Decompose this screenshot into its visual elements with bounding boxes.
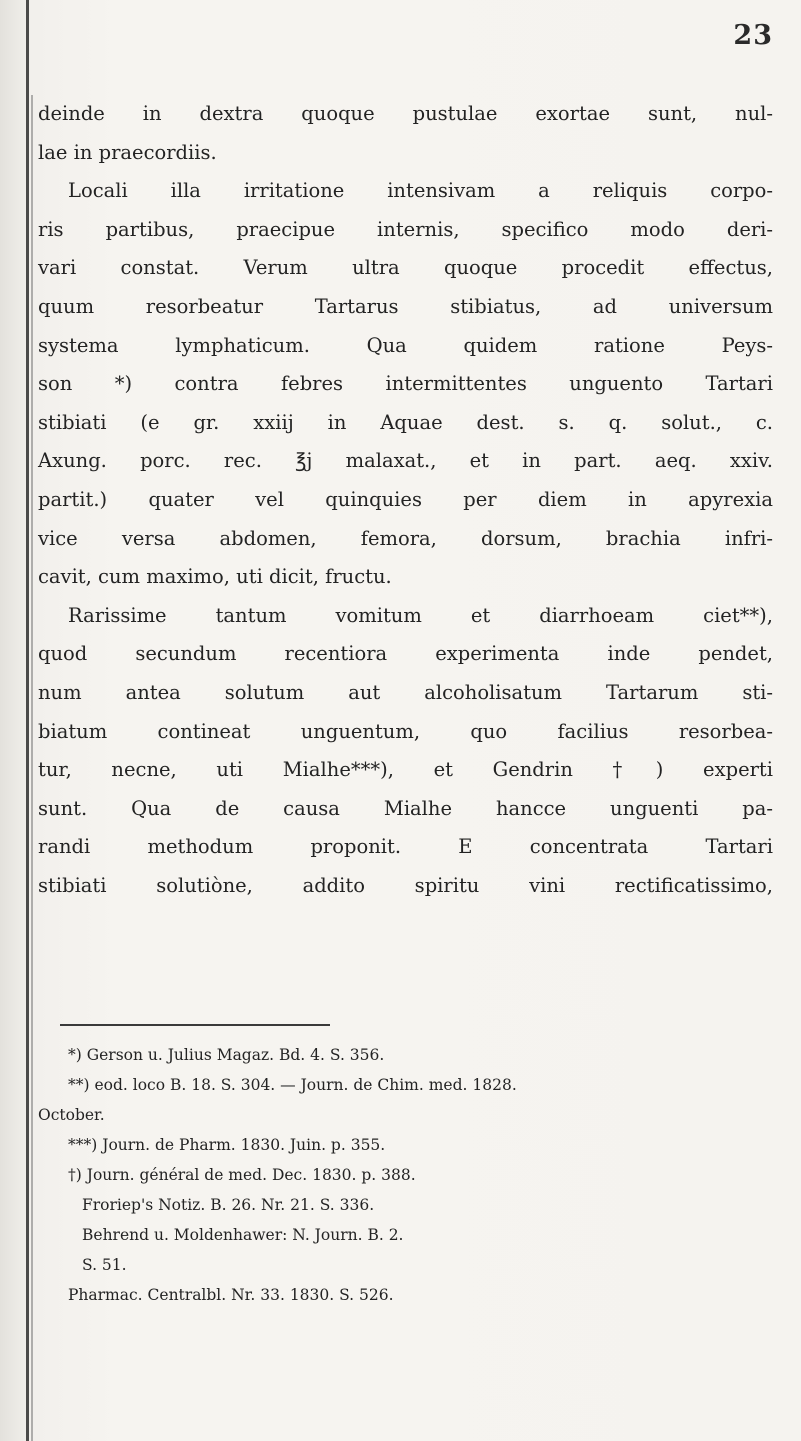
text-line: randi methodum proponit. E concentrata Tartari: [38, 835, 773, 859]
footnote-line: **) eod. loco B. 18. S. 304. — Journ. de Chim. med. 1828.: [68, 1076, 517, 1094]
text-line: Locali illa irritatione intensivam a reliquis corpo-: [68, 179, 773, 203]
text-line: lae in praecordiis.: [38, 140, 217, 164]
text-line: vice versa abdomen, femora, dorsum, brachia infri-: [38, 526, 773, 550]
text-line: systema lymphaticum. Qua quidem ratione Peys-: [38, 333, 773, 357]
footnote-line: Behrend u. Moldenhawer: N. Journ. B. 2.: [82, 1226, 404, 1244]
footnotes: [38, 1040, 773, 1310]
page-number: 23: [733, 20, 773, 51]
main-text: [38, 95, 773, 905]
text-line: quod secundum recentiora experimenta inde pendet,: [38, 642, 773, 666]
text-line: Axung. porc. rec. ℥j malaxat., et in part. aeq. xxiv.: [38, 449, 773, 473]
text-line: biatum contineat unguentum, quo facilius resorbea-: [38, 719, 773, 743]
footnote-line: October.: [38, 1106, 105, 1124]
text-line: sunt. Qua de causa Mialhe hancce unguenti pa-: [38, 796, 773, 820]
text-line: deinde in dextra quoque pustulae exortae sunt, nul-: [38, 102, 773, 125]
text-line: son *) contra febres intermittentes unguento Tartari: [38, 372, 773, 396]
text-line: num antea solutum aut alcoholisatum Tartarum sti-: [38, 680, 773, 704]
binding-edge: [26, 0, 29, 1441]
footnote-line: S. 51.: [82, 1256, 127, 1274]
binding-shadow: [31, 95, 33, 1441]
footnote-divider: [60, 1024, 330, 1026]
text-line: vari constat. Verum ultra quoque procedit effectus,: [38, 256, 773, 280]
footnote-line: Froriep's Notiz. B. 26. Nr. 21. S. 336.: [82, 1196, 375, 1214]
text-line: ris partibus, praecipue internis, specifico modo deri-: [38, 217, 773, 241]
text-line: cavit, cum maximo, uti dicit, fructu.: [38, 565, 392, 589]
text-line: partit.) quater vel quinquies per diem in apyrexia: [38, 487, 773, 511]
footnote-line: Pharmac. Centralbl. Nr. 33. 1830. S. 526.: [68, 1286, 394, 1304]
text-line: stibiati (e gr. xxiij in Aquae dest. s. q. solut., c.: [38, 410, 773, 434]
footnote-line: ***) Journ. de Pharm. 1830. Juin. p. 355.: [68, 1136, 386, 1154]
text-line: quum resorbeatur Tartarus stibiatus, ad universum: [38, 294, 773, 318]
text-line: stibiati solutiòne, addito spiritu vini rectificatissimo,: [38, 873, 773, 897]
footnote-line: †) Journ. général de med. Dec. 1830. p. 388.: [68, 1166, 416, 1184]
text-line: Rarissime tantum vomitum et diarrhoeam ciet**),: [68, 603, 773, 627]
footnote-line: *) Gerson u. Julius Magaz. Bd. 4. S. 356.: [68, 1046, 385, 1064]
text-line: tur, necne, uti Mialhe***), et Gendrin †) experti: [38, 758, 773, 782]
